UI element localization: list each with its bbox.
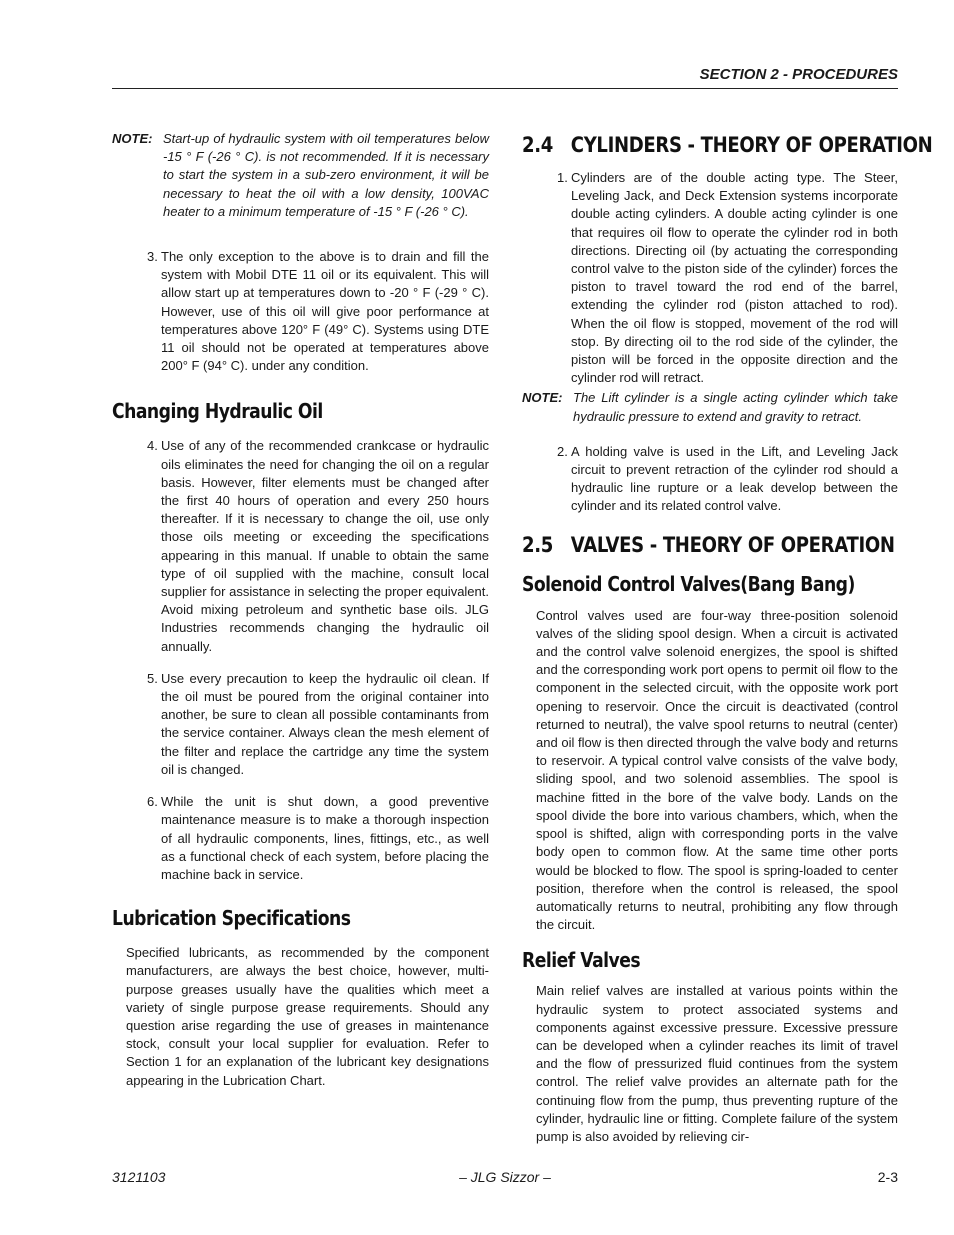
list-item-2 <box>522 443 898 516</box>
footer-page-number: 2-3 <box>877 1169 898 1185</box>
list-text: The only exception to the above is to drain and fill the system with Mobil DTE 11 oil or its equivalent. This will allow start up at temperatures down to -20 ° F (-29 ° C). However, use of this oil will give poor performance at temperatures above 120° F (49° C). Systems using DTE 11 oil should not be operated at temperatures above 200° F (94° C). under any condition. <box>161 249 489 374</box>
list-item-5 <box>112 670 489 779</box>
heading-relief-valves: Relief Valves <box>522 948 641 973</box>
page-footer <box>112 1169 898 1187</box>
section-title: SECTION 2 - PROCEDURES <box>699 66 898 83</box>
list-item-1 <box>522 169 898 387</box>
right-column <box>522 133 933 1146</box>
note-startup <box>112 130 489 221</box>
list-number: 5. <box>147 670 158 686</box>
solenoid-paragraph: Control valves used are four-way three-position solenoid valves of the sliding spool design. When a circuit is activated and the control valve solenoid energizes, the spool is shifted and the corresponding work port opens to permit oil flow to the component in the selected circuit, with the opposite work port opening to reservoir. Once the circuit is deactivated (control returned to neutral), the valve spool returns to neutral (center) and oil flow is then directed through the valve body and returns to reservoir. A typical control valve consists of the valve body, sliding spool, and two solenoid assemblies. The spool is machine fitted in the bore of the valve body. Lands on the spool divide the bore into various chambers, which, when the spool is shifted, align with corresponding ports in the valve body open to common flow. At the same time other ports would be blocked to flow. The spool is spring-loaded to center position, therefore when the control is released, the spool automatically returns to neutral, prohibiting any flow through the circuit. <box>536 607 898 933</box>
heading-lubrication-specifications: Lubrication Specifications <box>112 906 351 931</box>
list-number: 6. <box>147 794 158 810</box>
list-text: Use of any of the recommended crankcase or hydraulic oils eliminates the need for changing the oil on a regular basis. However, filter elements must be changed after the first 40 hours of operation and every 250 hours thereafter. If it is necessary to change the oil, use only those oils meeting or exceeding the specifications appearing in this manual. If unable to obtain the same type of oil supplied with the machine, consult local supplier for assistance in selecting the proper equivalent. Avoid mixing petroleum and synthetic base oils. JLG Industries recommends changing the hydraulic oil annually. <box>161 438 489 654</box>
page-header <box>112 66 898 89</box>
note-text: The Lift cylinder is a single acting cylinder which take hydraulic pressure to extend and gravity to retract. <box>573 390 898 424</box>
lubrication-paragraph: Specified lubricants, as recommended by the component manufacturers, are always the best choice, however, multi-purpose greases usually have the qualities which meet a variety of single purpose grease requirements. Should any question arise regarding the use of greases in maintenance stock, consult your local supplier for evaluation. Refer to Section 1 for an explanation of the lubricant key designations appearing in the Lubrication Chart. <box>126 945 489 1088</box>
heading-solenoid-control-valves: Solenoid Control Valves(Bang Bang) <box>522 571 855 596</box>
note-label: NOTE: <box>112 131 153 146</box>
list-text: A holding valve is used in the Lift, and Leveling Jack circuit to prevent retraction of the cylinder rod should a hydraulic line rupture or a leak develop between the cylinder and its related control valve. <box>571 443 898 514</box>
heading-changing-hydraulic-oil: Changing Hydraulic Oil <box>112 399 323 424</box>
footer-doc-number: 3121103 <box>112 1169 166 1185</box>
list-number: 1. <box>557 170 568 185</box>
list-text: Use every precaution to keep the hydraulic oil clean. If the oil must be poured from the original container into another, be sure to clean all possible contaminants from the service container. Always clean the mesh element of the filter and replace the cartridge any time the system oil is changed. <box>161 670 489 777</box>
footer-title: – JLG Sizzor – <box>459 1169 551 1185</box>
left-column <box>112 130 489 1090</box>
list-number: 3. <box>147 249 158 265</box>
list-number: 2. <box>557 443 568 459</box>
list-text: Cylinders are of the double acting type. The Steer, Leveling Jack, and Deck Extension systems incorporate double acting cylinders. A double acting cylinder is one that requires oil flow to operate the cylinder rod in both directions. Directing oil (by actuating the corresponding control valve to the piston side of the cylinder) forces the piston to travel toward the rod end of the barrel, extending the cylinder rod (piston attached to rod). When the oil flow is stopped, movement of the rod will stop. By directing oil to the rod side of the cylinder, the piston will be forced in the opposite direction and the cylinder rod will retract. <box>571 170 898 386</box>
note-label: NOTE: <box>522 390 563 406</box>
list-text: While the unit is shut down, a good preventive maintenance measure is to make a thorough inspection of all hydraulic components, lines, fittings, etc., as well as a functional check of each system, before placing the machine back in service. <box>161 794 489 882</box>
relief-paragraph: Main relief valves are installed at various points within the hydraulic system to protect associated systems and components against excessive pressure. Excessive pressure can be developed when a cylinder reaches its limit of travel and the flow of pressurized fluid continues from the system control. The relief valve provides an alternate path for the continuing flow from the pump, thus preventing rupture of the cylinder, hydraulic line or fitting. Complete failure of the system pump is also avoided by relieving cir- <box>536 983 898 1144</box>
list-item-6 <box>112 793 489 884</box>
list-item-3 <box>112 248 489 375</box>
list-number: 4. <box>147 438 158 454</box>
note-lift-cylinder <box>522 389 898 425</box>
heading-valves-theory: 2.5 VALVES - THEORY OF OPERATION <box>522 532 895 557</box>
heading-cylinders-theory: 2.4 CYLINDERS - THEORY OF OPERATION <box>522 133 933 157</box>
list-item-4 <box>112 437 489 655</box>
note-text: Start-up of hydraulic system with oil temperatures below -15 ° F (-26 ° C). is not recommended. If it is necessary to start the system in a sub-zero environment, it will be necessary to heat the oil with a low density, 100VAC heater to a minimum temperature of -15 ° F (-26 ° C). <box>163 131 489 219</box>
